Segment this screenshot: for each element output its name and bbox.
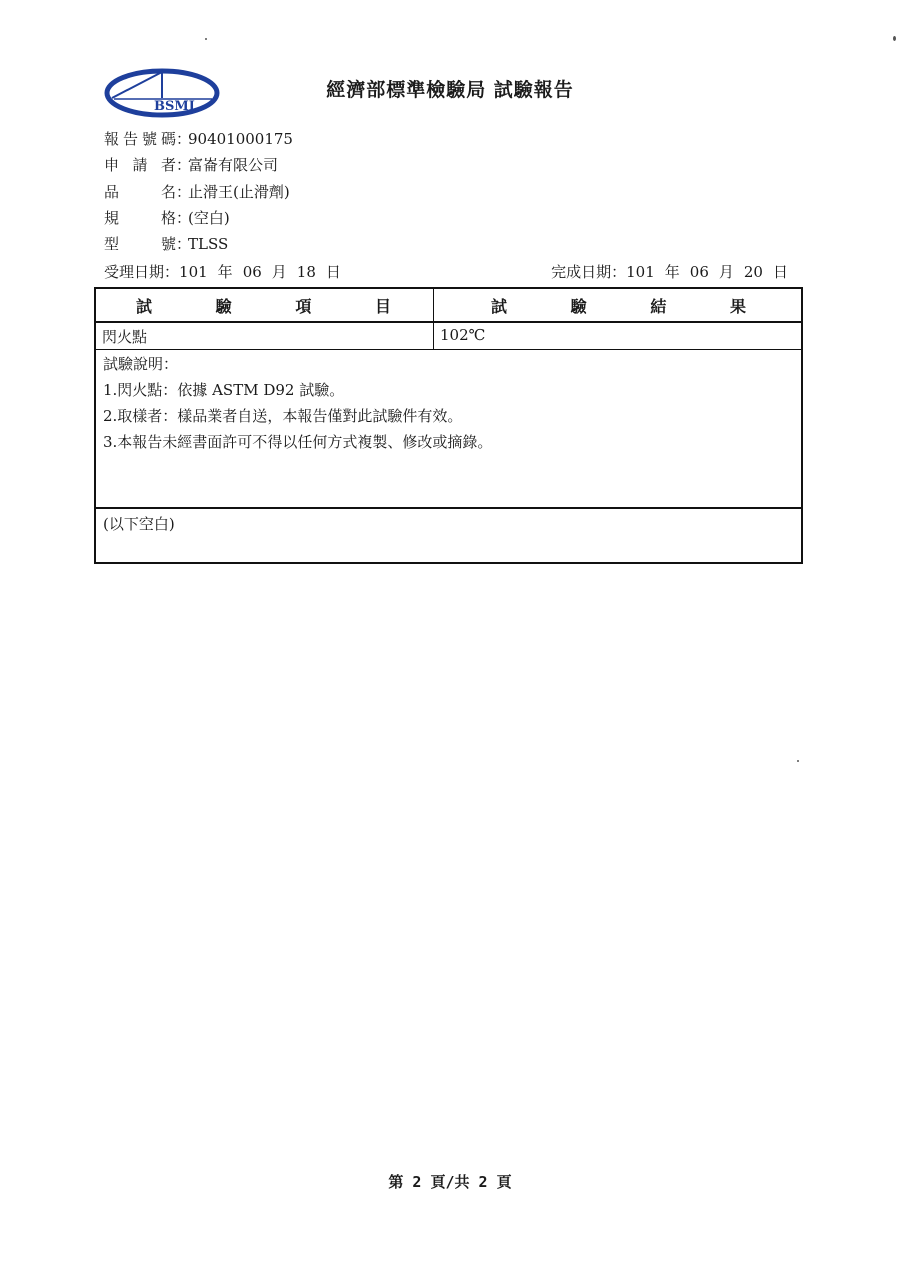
report-title: 經濟部標準檢驗局 試驗報告	[326, 79, 574, 101]
day-unit: 日	[772, 263, 788, 281]
note-line: 3.本報告未經書面許可不得以任何方式複製、修改或摘錄。	[103, 433, 493, 451]
field-value: 富崙有限公司	[188, 156, 279, 174]
note-line: 1.閃火點：依據 ASTM D92 試驗。	[103, 381, 345, 399]
field-value: 止滑王(止滑劑)	[188, 183, 290, 201]
header-char: 項	[295, 297, 312, 316]
completed-day: 20	[743, 263, 763, 281]
received-month: 06	[242, 263, 262, 281]
received-date-label: 受理日期	[104, 263, 165, 281]
header-char: 目	[374, 297, 391, 316]
completed-date: 完成日期：101 年 06 月 20 日	[551, 263, 788, 281]
field-label: 品名	[104, 183, 176, 201]
table-header-row	[96, 289, 801, 323]
year-unit: 年	[664, 263, 680, 281]
header-test-result	[491, 294, 746, 317]
field-label: 報告號碼	[104, 130, 176, 148]
logo-text: BSMI	[154, 99, 195, 114]
day-unit: 日	[325, 263, 341, 281]
field-label: 規格	[104, 209, 176, 227]
scan-speck	[205, 38, 207, 40]
received-year: 101	[179, 263, 208, 281]
completed-month: 06	[689, 263, 709, 281]
blank-note: (以下空白)	[103, 515, 175, 533]
month-unit: 月	[718, 263, 734, 281]
completed-date-label: 完成日期	[551, 263, 612, 281]
field-spec: 規格：(空白)	[104, 209, 230, 227]
notes-title: 試驗說明：	[103, 355, 179, 373]
field-label: 型號	[104, 235, 176, 253]
received-date: 受理日期：101 年 06 月 18 日	[104, 263, 341, 281]
test-notes	[96, 349, 801, 509]
field-report-no: 報告號碼：90401000175	[104, 130, 293, 148]
header-test-item	[136, 294, 391, 317]
page-number: 第 2 頁/共 2 頁	[388, 1173, 512, 1191]
field-applicant: 申請者：富崙有限公司	[104, 156, 279, 174]
field-label: 申請者	[104, 156, 176, 174]
field-product-name: 品名：止滑王(止滑劑)	[104, 183, 290, 201]
header-char: 驗	[570, 297, 587, 316]
note-line: 2.取樣者：樣品業者自送，本報告僅對此試驗件有效。	[103, 407, 463, 425]
header-char: 結	[650, 297, 667, 316]
field-value: TLSS	[188, 235, 229, 253]
test-item-cell: 閃火點	[102, 328, 148, 346]
field-value: (空白)	[188, 209, 230, 227]
header-char: 驗	[215, 297, 232, 316]
field-value: 90401000175	[188, 130, 293, 148]
scan-speck	[797, 760, 799, 762]
month-unit: 月	[271, 263, 287, 281]
blank-section	[96, 507, 801, 562]
year-unit: 年	[217, 263, 233, 281]
received-day: 18	[296, 263, 316, 281]
table-row	[96, 321, 801, 350]
field-model: 型號：TLSS	[104, 235, 229, 253]
header-char: 試	[136, 297, 153, 316]
completed-year: 101	[626, 263, 655, 281]
header-char: 試	[491, 297, 508, 316]
results-table	[94, 287, 803, 564]
test-result-cell: 102℃	[440, 326, 486, 344]
scan-speck	[893, 36, 896, 41]
header-char: 果	[729, 297, 746, 316]
